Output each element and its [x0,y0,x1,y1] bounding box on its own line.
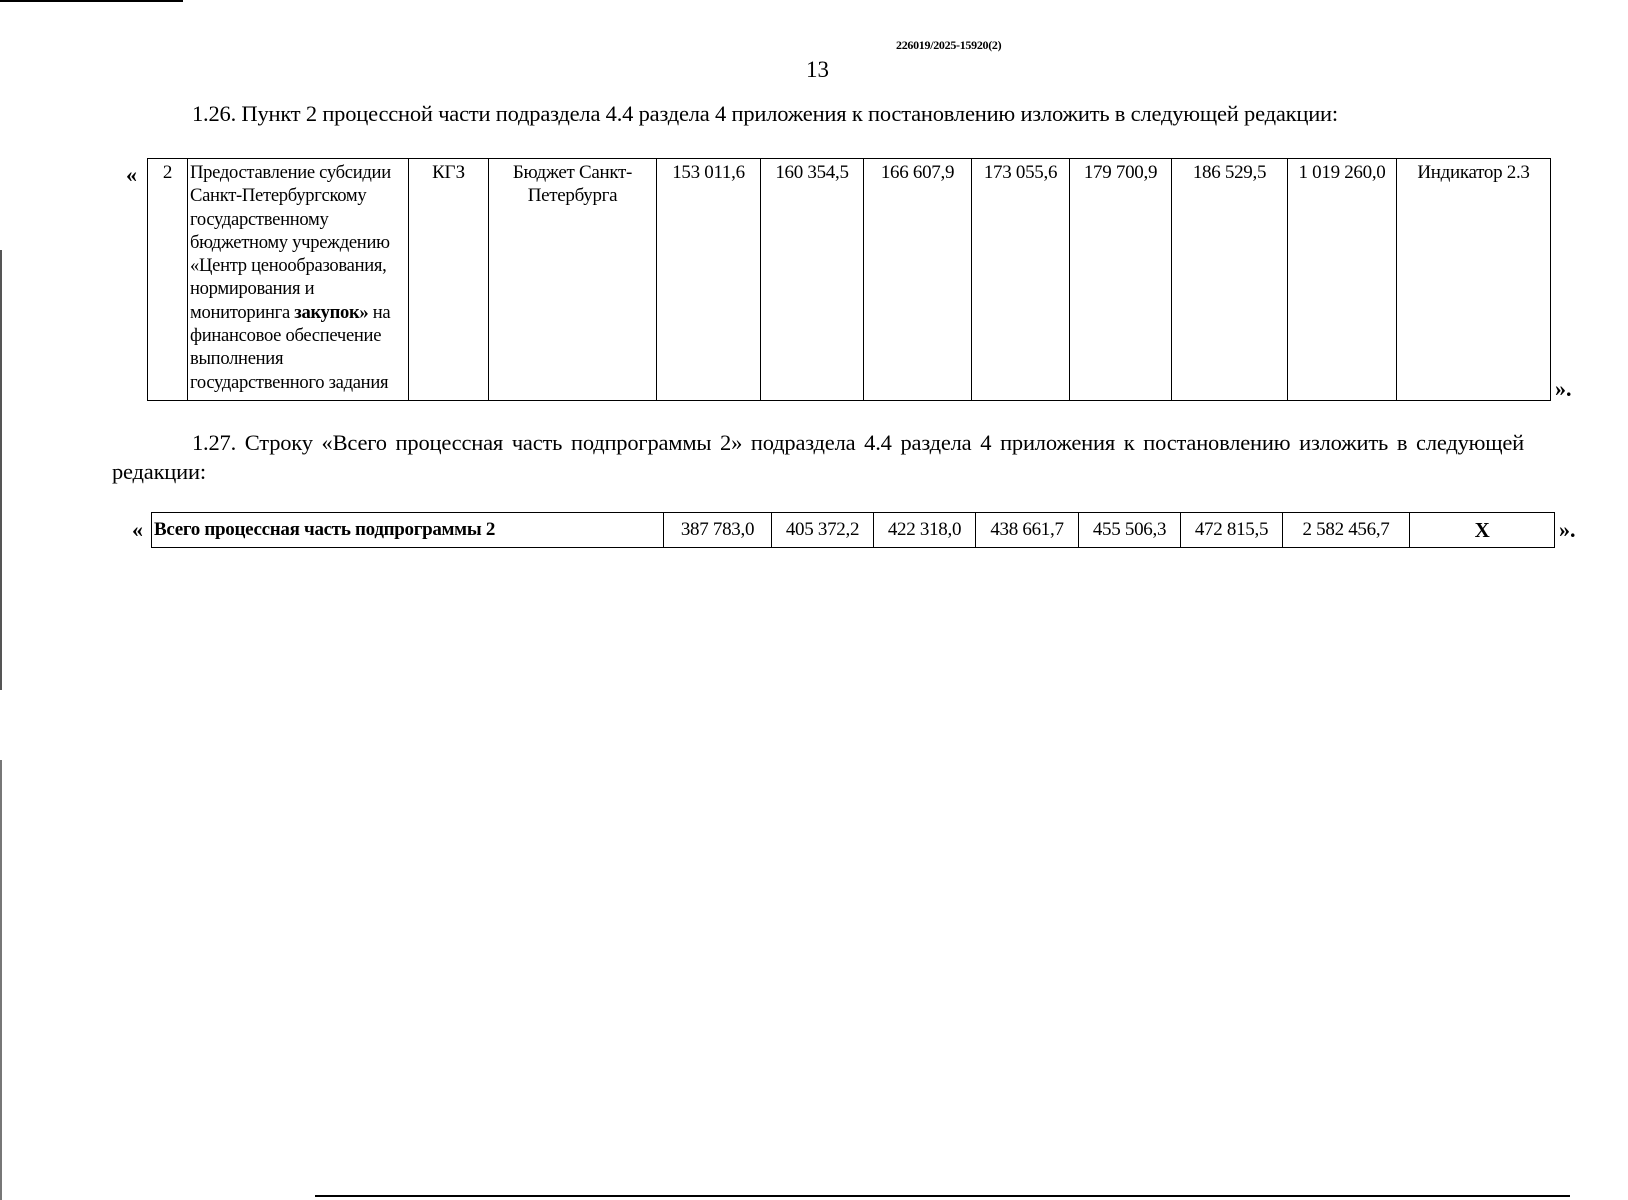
indicator-x-cell: X [1410,513,1555,548]
description-bold-text: закупок» [294,301,369,323]
scan-artifact-left-edge [0,760,2,1200]
description-text: на финансовое обеспечение выполнения государственного задания [190,301,391,393]
value-cell: 387 783,0 [664,513,772,548]
value-cell: 186 529,5 [1172,159,1288,401]
value-cell: 405 372,2 [772,513,874,548]
table-row [152,513,1555,548]
row-table-open-quote: « [126,162,137,187]
total-row-table [151,512,1555,548]
value-cell: 422 318,0 [874,513,976,548]
item-number-cell: 2 [148,159,188,401]
value-cell: 153 011,6 [657,159,761,401]
row-table-close-quote: ». [1555,376,1572,401]
document-registration-number: 226019/2025-15920(2) [896,38,1002,52]
value-cell: 455 506,3 [1079,513,1181,548]
scan-artifact-top-line [0,0,183,2]
total-value-cell: 2 582 456,7 [1283,513,1410,548]
value-cell: 472 815,5 [1181,513,1283,548]
paragraph-1-26: 1.26. Пункт 2 процессной части подраздела 4.4 раздела 4 приложения к постановлению изложить в следующей редакции: [192,101,1338,126]
total-value-cell: 1 019 260,0 [1288,159,1397,401]
paragraph-1-27: 1.27. Строку «Всего процессная часть подпрограммы 2» подраздела 4.4 раздела 4 приложения к постановлению изложить в следующей редакции: [112,430,1524,484]
total-table-open-quote: « [132,517,143,542]
scan-artifact-left-edge [0,250,2,690]
scan-artifact-bottom-line [315,1195,1570,1197]
total-label-cell: Всего процессная часть подпрограммы 2 [152,513,664,548]
indicator-cell: Индикатор 2.3 [1397,159,1551,401]
description-text: Предоставление субсидии Санкт-Петербургскому государственному бюджетному учреждению «Центр ценообразования, нормирования и мониторинга [190,162,391,323]
value-cell: 173 055,6 [972,159,1070,401]
value-cell: 160 354,5 [761,159,864,401]
value-cell: 438 661,7 [976,513,1079,548]
value-cell: 166 607,9 [864,159,972,401]
page-number: 13 [806,57,829,82]
process-item-table [147,158,1551,401]
item-description-cell [188,159,409,401]
executor-cell: КГЗ [409,159,489,401]
value-cell: 179 700,9 [1070,159,1172,401]
funding-source-cell: Бюджет Санкт-Петербурга [489,159,657,401]
table-row [148,159,1551,401]
total-table-close-quote: ». [1559,517,1576,542]
